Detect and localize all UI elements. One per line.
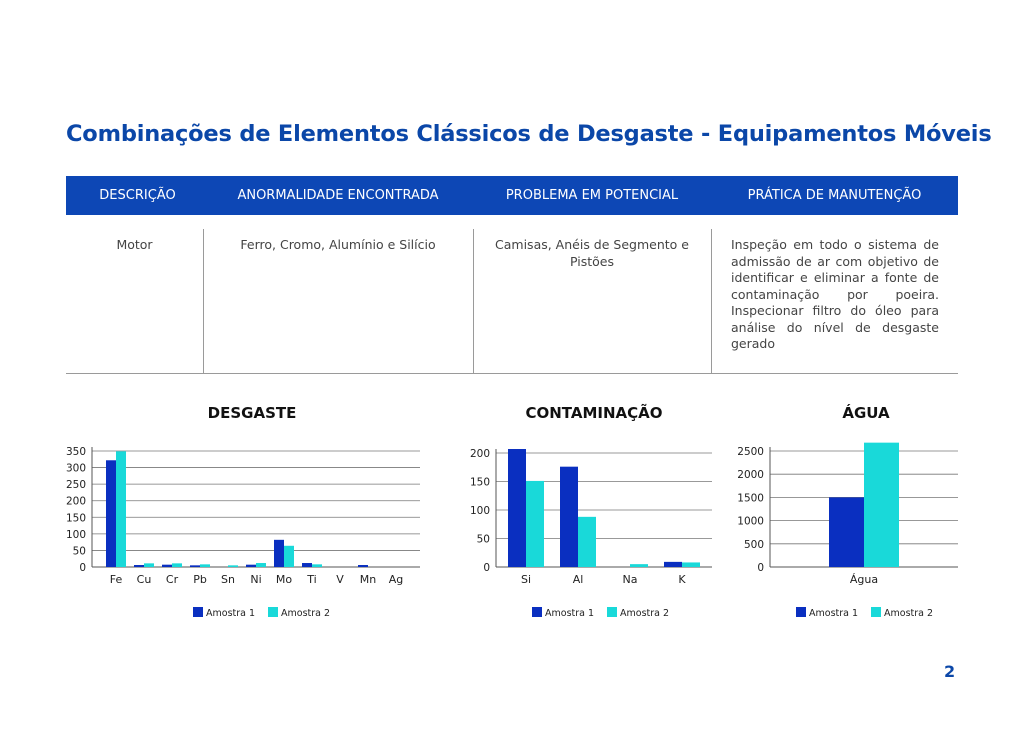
x-tick-label: Sn bbox=[221, 573, 235, 586]
header-pratica: PRÁTICA DE MANUTENÇÃO bbox=[747, 188, 922, 203]
y-tick-label: 0 bbox=[757, 562, 764, 574]
cell-descricao: Motor bbox=[116, 237, 153, 252]
y-tick-label: 50 bbox=[476, 533, 490, 546]
cell-pratica: Inspeção em todo o sistema de admissão de ar com objetivo de identificar e eliminar a fonte de contaminação por poeira. Inspecionar filtro do óleo para análise do nível de desgaste gerado bbox=[731, 237, 939, 351]
header-descricao: DESCRIÇÃO bbox=[99, 188, 176, 203]
chart-title-desgaste: DESGASTE bbox=[207, 404, 297, 422]
x-tick-label: Cr bbox=[165, 573, 179, 586]
bar-amostra-1 bbox=[829, 497, 864, 567]
y-tick-label: 300 bbox=[65, 462, 86, 475]
x-tick-label: Ag bbox=[388, 573, 404, 586]
x-tick-label: Na bbox=[622, 573, 638, 586]
legend-label: Amostra 1 bbox=[545, 608, 595, 619]
legend-label: Amostra 1 bbox=[809, 608, 859, 619]
y-tick-label: 2000 bbox=[737, 469, 764, 482]
x-tick-label: Fe bbox=[109, 573, 123, 586]
legend-label: Amostra 2 bbox=[620, 608, 670, 619]
cell-anormalidade: Ferro, Cromo, Alumínio e Silício bbox=[240, 237, 436, 252]
legend-label: Amostra 1 bbox=[206, 608, 256, 619]
y-tick-label: 0 bbox=[483, 562, 490, 574]
y-tick-label: 500 bbox=[743, 538, 764, 551]
page-number: 2 bbox=[944, 662, 956, 681]
cell-problema-line1: Camisas, Anéis de Segmento e bbox=[495, 237, 689, 252]
x-tick-label: Mn bbox=[359, 573, 377, 586]
legend-label: Amostra 2 bbox=[884, 608, 934, 619]
y-tick-label: 2500 bbox=[737, 446, 764, 458]
y-tick-label: 350 bbox=[65, 446, 86, 458]
x-tick-label: K bbox=[678, 573, 686, 586]
y-tick-label: 150 bbox=[469, 476, 490, 489]
y-tick-label: 0 bbox=[79, 562, 86, 574]
y-tick-label: 50 bbox=[72, 545, 86, 558]
y-tick-label: 150 bbox=[65, 512, 86, 525]
x-tick-label: Ni bbox=[250, 573, 262, 586]
x-tick-label: Al bbox=[572, 573, 584, 586]
x-tick-label: Cu bbox=[136, 573, 152, 586]
chart-title-contaminacao: CONTAMINAÇÃO bbox=[525, 404, 663, 422]
legend-swatch bbox=[796, 607, 806, 617]
x-tick-label: Si bbox=[520, 573, 532, 586]
y-tick-label: 250 bbox=[65, 479, 86, 492]
header-problema: PROBLEMA EM POTENCIAL bbox=[505, 188, 679, 203]
cell-problema-line2: Pistões bbox=[569, 253, 614, 269]
page-title: Combinações de Elementos Clássicos de Desgaste - Equipamentos Móveis bbox=[66, 121, 992, 147]
header-anormalidade: ANORMALIDADE ENCONTRADA bbox=[237, 188, 439, 203]
x-tick-label: V bbox=[336, 573, 344, 586]
y-tick-label: 100 bbox=[65, 528, 86, 541]
y-tick-label: 200 bbox=[469, 448, 490, 460]
y-tick-label: 1000 bbox=[737, 515, 764, 528]
y-tick-label: 1500 bbox=[737, 492, 764, 505]
x-tick-label: Água bbox=[849, 573, 879, 586]
y-tick-label: 200 bbox=[65, 495, 86, 508]
y-tick-label: 100 bbox=[469, 505, 490, 517]
x-tick-label: Ti bbox=[307, 573, 317, 586]
legend-label: Amostra 2 bbox=[281, 608, 331, 619]
chart-title-agua: ÁGUA bbox=[842, 404, 890, 422]
legend-swatch bbox=[871, 607, 881, 617]
bar-amostra-2 bbox=[864, 443, 899, 567]
x-tick-label: Pb bbox=[193, 573, 207, 586]
x-tick-label: Mo bbox=[275, 573, 293, 586]
